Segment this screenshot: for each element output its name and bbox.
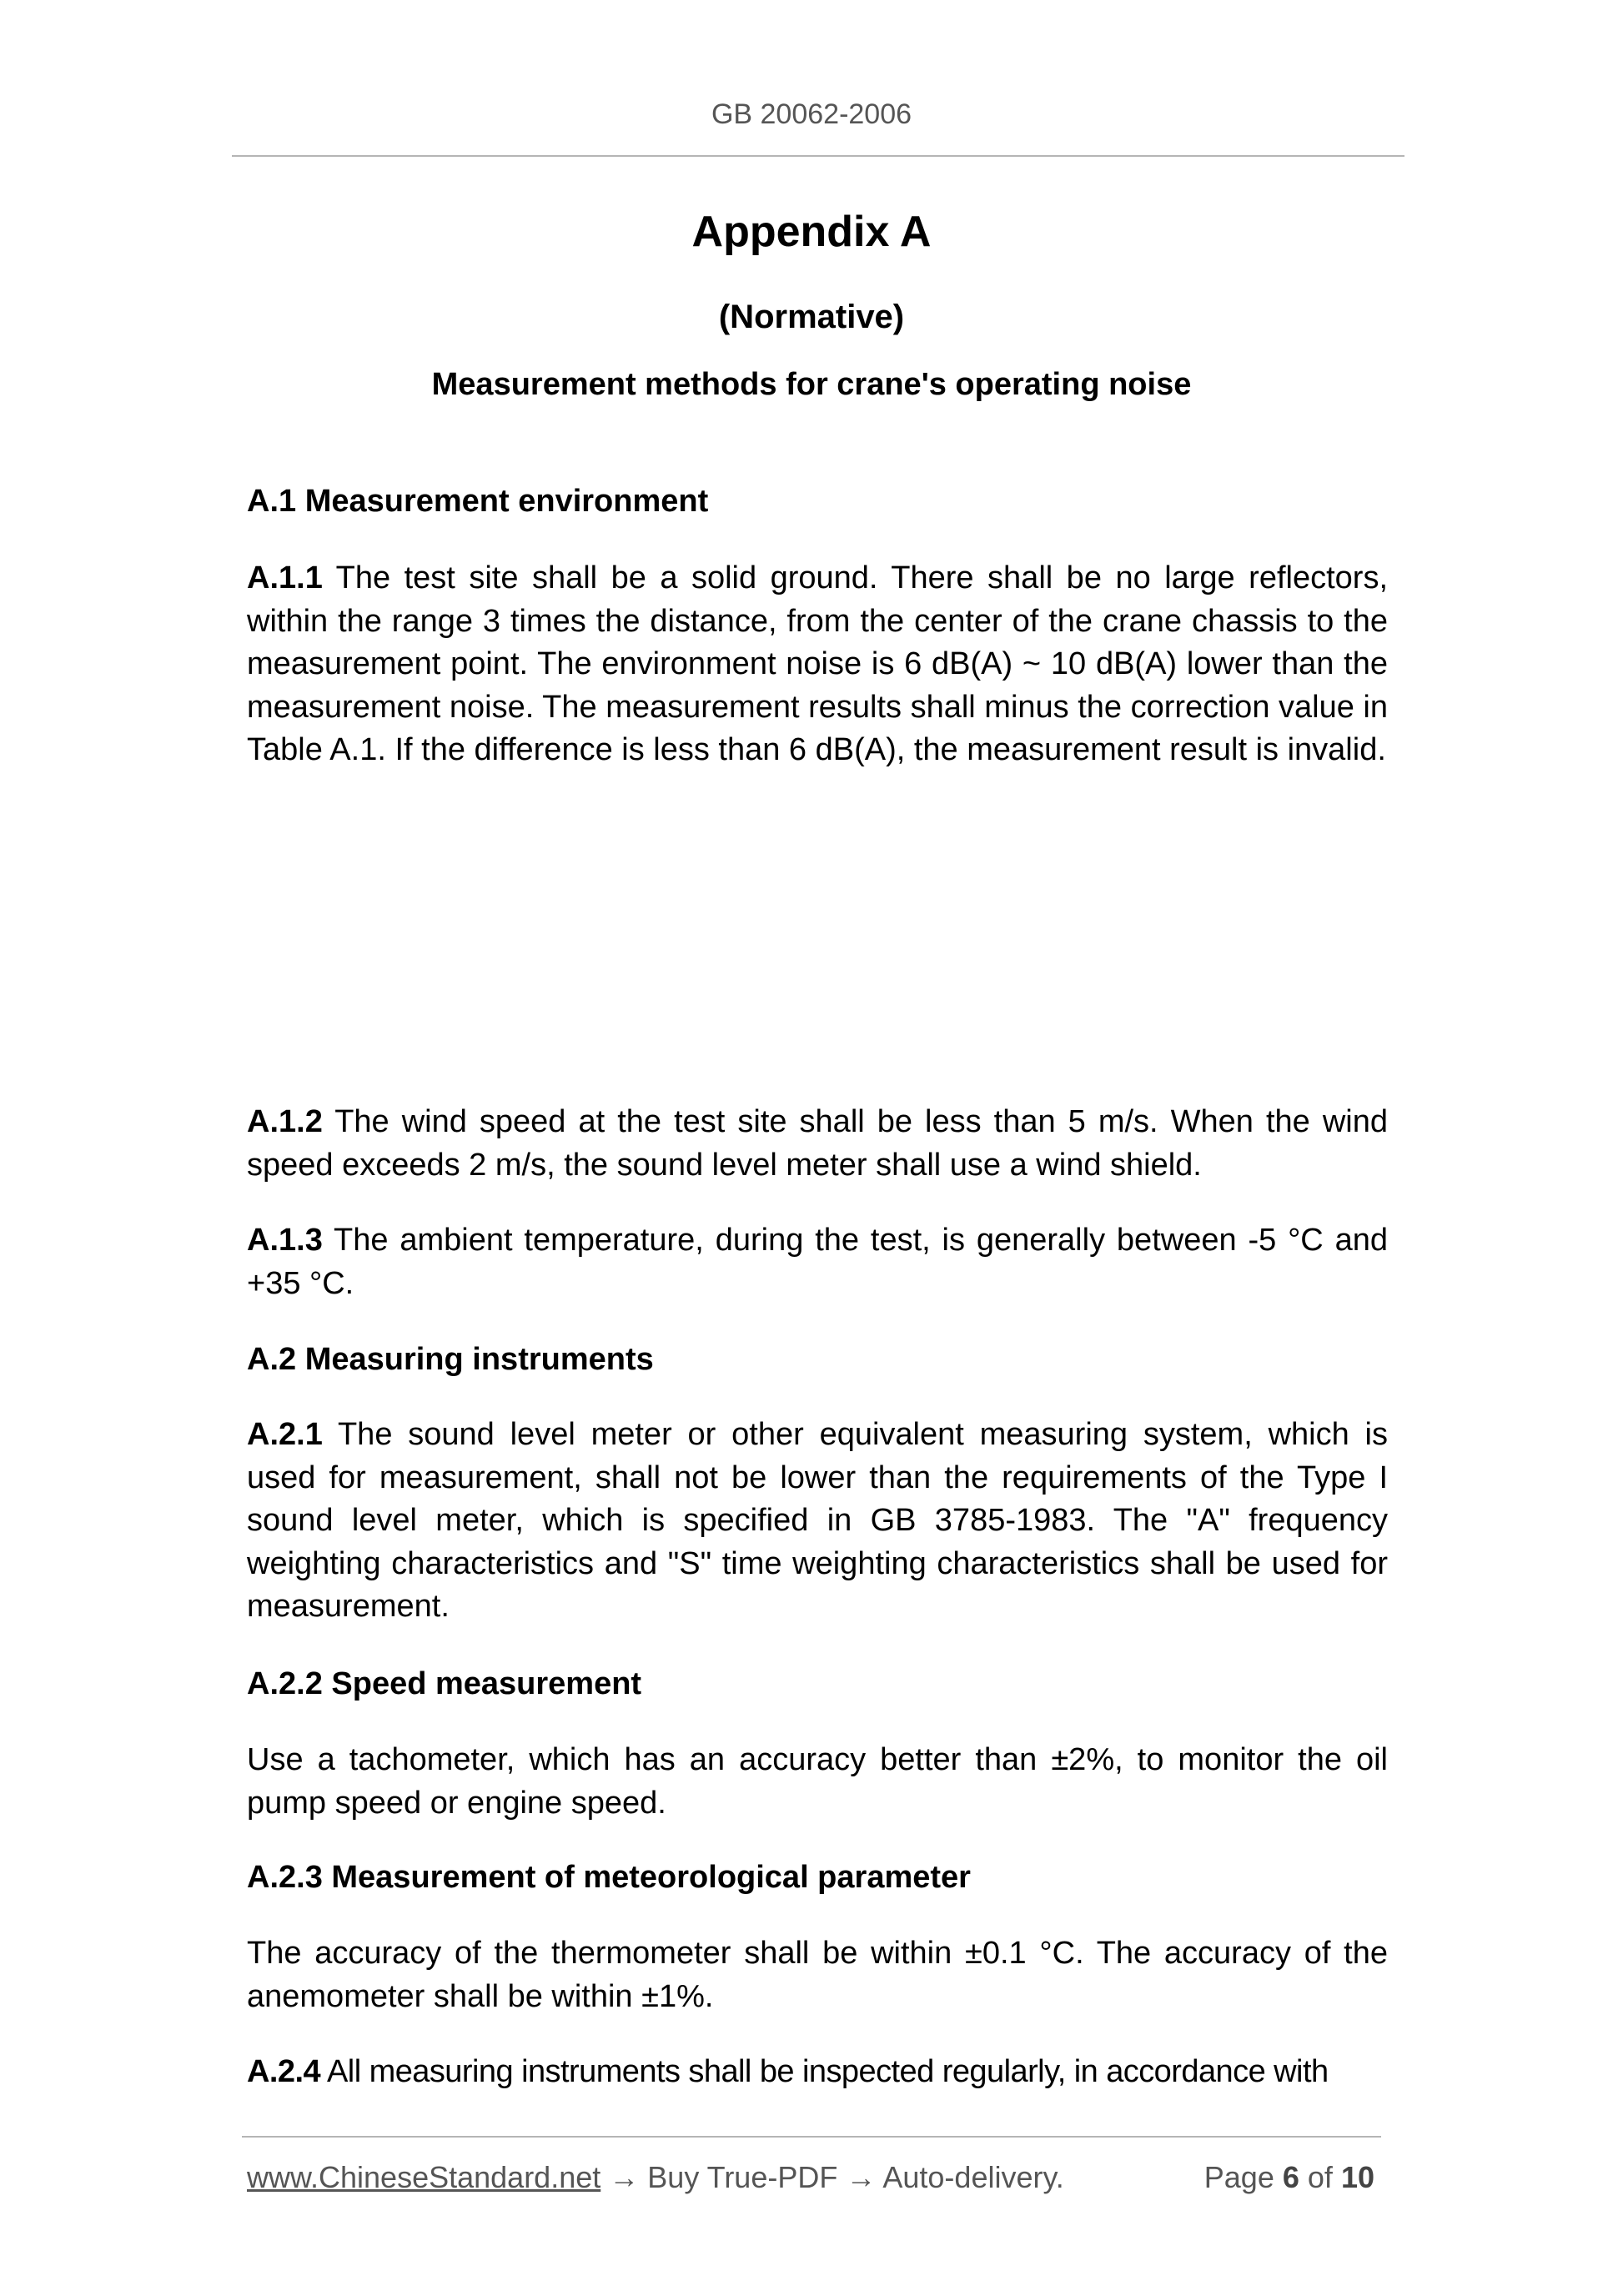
section-a2-2-title: A.2.2 Speed measurement	[247, 1666, 642, 1701]
clause-text: All measuring instruments shall be inspected regularly, in accordance with	[327, 2054, 1329, 2089]
paragraph-a2-1	[247, 1414, 1388, 1629]
clause-number: A.1.1	[247, 560, 323, 595]
page-indicator	[1183, 2160, 1374, 2195]
paragraph-a1-2	[247, 1101, 1388, 1187]
arrow-right-icon: →	[846, 2160, 877, 2194]
clause-text: The ambient temperature, during the test, is generally between -5 °C and +35 °C.	[247, 1223, 1389, 1301]
header-divider	[232, 155, 1404, 157]
footer-promo	[247, 2160, 1064, 2195]
section-a2-title: A.2 Measuring instruments	[247, 1342, 654, 1377]
page-total: 10	[1340, 2160, 1374, 2194]
clause-text: The sound level meter or other equivalent measuring system, which is used for measurement, shall not be lower than the requirements of the Type I sound level meter, which is specified in GB 3785-1983. The "A" frequency weighting characteristics and "S" time weighting characteristics shall be used for measurement.	[247, 1417, 1388, 1624]
page-word: Page	[1203, 2160, 1274, 2194]
paragraph-a2-3: The accuracy of the thermometer shall be within ±0.1 °C. The accuracy of the anemometer shall be within ±1%.	[247, 1936, 1388, 2014]
clause-number: A.1.2	[247, 1104, 323, 1139]
appendix-title: Appendix A	[691, 208, 932, 256]
delivery-text: Auto-delivery.	[882, 2160, 1064, 2194]
arrow-right-icon: →	[609, 2160, 640, 2194]
clause-number: A.2.1	[247, 1417, 323, 1452]
clause-number: A.2.4	[247, 2054, 321, 2089]
paragraph-a1-1	[247, 557, 1388, 772]
buy-text: Buy True-PDF	[647, 2160, 838, 2194]
of-word: of	[1307, 2160, 1333, 2194]
appendix-heading: Measurement methods for crane's operating noise	[431, 367, 1192, 402]
paragraph-a1-3	[247, 1219, 1388, 1305]
clause-text: The test site shall be a solid ground. There shall be no large reflectors, within the range 3 times the distance, from the center of the crane chassis to the measurement point. The environment noise is 6 dB(A) ~ 10 dB(A) lower than the measurement noise. The measurement results shall minus the correction value in Table A.1. If the difference is less than 6 dB(A), the measurement result is invalid.	[247, 560, 1389, 767]
section-a1-title: A.1 Measurement environment	[247, 484, 709, 519]
paragraph-a2-2: Use a tachometer, which has an accuracy better than ±2%, to monitor the oil pump speed or engine speed.	[247, 1742, 1388, 1821]
clause-text: The wind speed at the test site shall be less than 5 m/s. When the wind speed exceeds 2 m/s, the sound level meter shall use a wind shield.	[247, 1104, 1388, 1183]
page-current: 6	[1282, 2160, 1299, 2194]
website-link[interactable]: www.ChineseStandard.net	[247, 2160, 601, 2194]
paragraph-a2-4	[247, 2051, 1388, 2094]
section-a2-3-title: A.2.3 Measurement of meteorological parameter	[247, 1860, 971, 1895]
standard-code: GB 20062-2006	[711, 98, 912, 130]
appendix-subtitle: (Normative)	[718, 299, 905, 335]
footer-divider	[242, 2136, 1381, 2138]
clause-number: A.1.3	[247, 1223, 323, 1258]
